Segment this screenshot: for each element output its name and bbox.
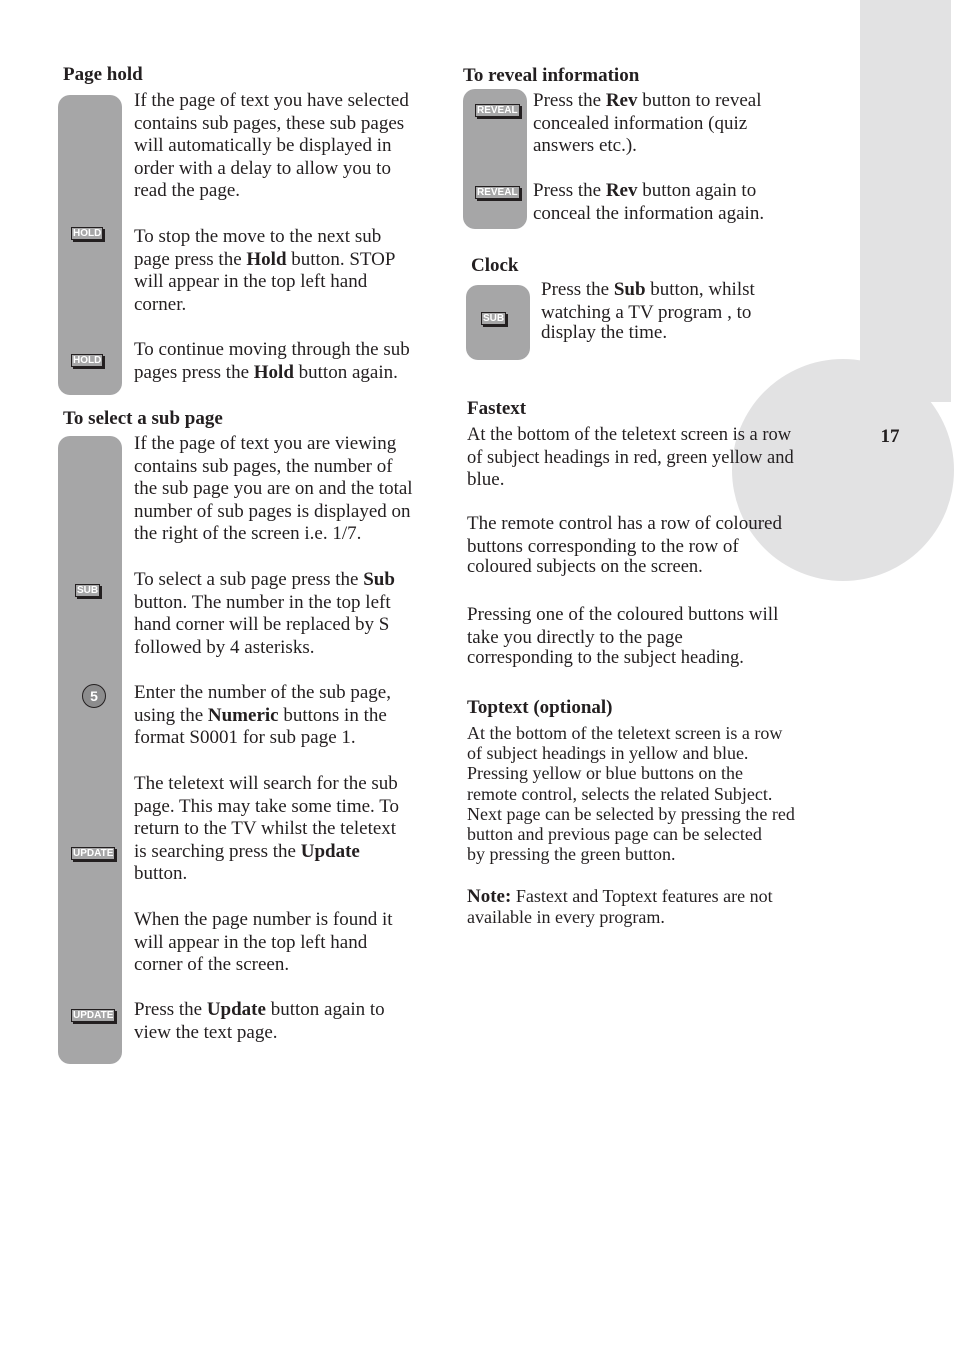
- reveal-key-icon: REVEAL: [477, 187, 518, 198]
- clock-paragraph: Press the Sub button, whilst watching a TV program , to display the time.: [541, 279, 755, 344]
- reveal-paragraph-2: Press the Rev button again to conceal the information again.: [533, 180, 765, 224]
- select-sub-page-heading: To select a sub page: [63, 408, 223, 429]
- page-hold-heading: Page hold: [63, 64, 143, 85]
- fastext-paragraph-2: The remote control has a row of coloured buttons corresponding to the row of coloured subjects on the screen.: [467, 513, 782, 578]
- page-hold-paragraph-2: To stop the move to the next sub page press the Hold button. STOP will appear in the top left hand corner.: [134, 226, 396, 315]
- reveal-key-icon: REVEAL: [477, 105, 518, 116]
- sub-page-key-bar: [58, 436, 122, 1064]
- fastext-paragraph-3: Pressing one of the coloured buttons will take you directly to the page corresponding to the subject heading.: [467, 604, 779, 669]
- update-key-icon: UPDATE: [73, 1010, 114, 1021]
- page-number: 17: [880, 426, 900, 447]
- sub-page-paragraph-4: The teletext will search for the sub page. This may take some time. To return to the TV whilst the teletext is searching press the Update button.: [134, 773, 399, 885]
- hold-key-icon: HOLD: [73, 355, 102, 366]
- hold-key-icon: HOLD: [73, 228, 102, 239]
- toptext-note: Note: Fastext and Toptext features are not available in every program.: [467, 886, 773, 928]
- sub-page-paragraph-2: To select a sub page press the Sub button. The number in the top left hand corner will be replaced by S followed by 4 asterisks.: [134, 569, 395, 658]
- sub-page-paragraph-6: Press the Update button again to view the text page.: [134, 999, 385, 1043]
- page-hold-paragraph-1: If the page of text you have selected contains sub pages, these sub pages will automatically be displayed in order with a delay to allow you to read the page.: [134, 90, 409, 202]
- fastext-paragraph-1: At the bottom of the teletext screen is a row of subject headings in red, green yellow and blue.: [467, 425, 794, 491]
- sub-key-icon: SUB: [483, 313, 505, 324]
- page-hold-paragraph-3: To continue moving through the sub pages press the Hold button again.: [134, 339, 410, 383]
- sub-key-icon: SUB: [77, 585, 99, 596]
- sub-page-paragraph-5: When the page number is found it will appear in the top left hand corner of the screen.: [134, 909, 393, 976]
- toptext-heading: Toptext (optional): [467, 697, 613, 718]
- clock-heading: Clock: [471, 255, 519, 276]
- reveal-heading: To reveal information: [463, 65, 640, 86]
- update-key-icon: UPDATE: [73, 848, 114, 859]
- reveal-paragraph-1: Press the Rev button to reveal concealed information (quiz answers etc.).: [533, 90, 762, 157]
- sub-page-paragraph-1: If the page of text you are viewing contains sub pages, the number of the sub page you are on and the total number of sub pages is displayed on the right of the screen i.e. 1/7.: [134, 433, 413, 545]
- numeric-5-key-icon: 5: [82, 684, 106, 708]
- toptext-paragraph: At the bottom of the teletext screen is a row of subject headings in yellow and blue. Pressing yellow or blue buttons on the remote control, selects the related Subject. Next page can be selected by pressing the red button and previous page can be selected by pressing the green button.: [467, 723, 795, 865]
- sub-page-paragraph-3: Enter the number of the sub page, using the Numeric buttons in the format S0001 for sub page 1.: [134, 682, 391, 749]
- page-hold-key-bar: [58, 95, 122, 395]
- side-tab-strip: [860, 0, 951, 402]
- fastext-heading: Fastext: [467, 398, 527, 419]
